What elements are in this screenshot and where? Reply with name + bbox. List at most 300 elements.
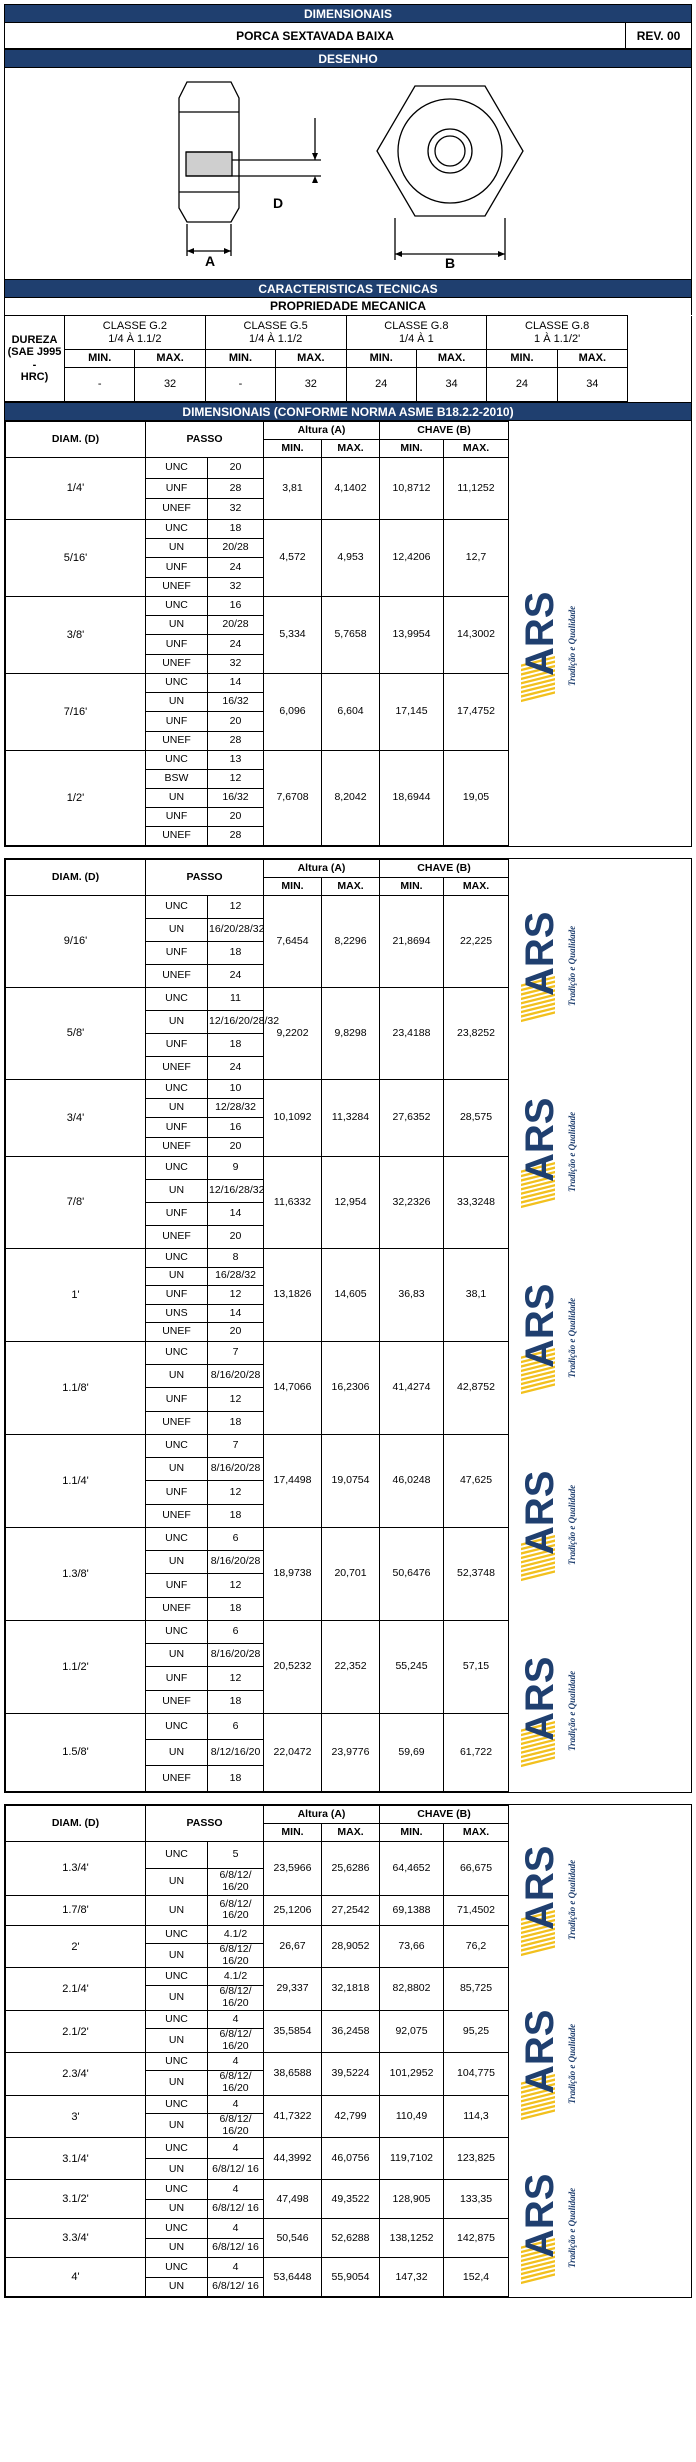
thread-pitch: 4: [208, 2053, 264, 2071]
wrench-min: 17,145: [380, 673, 444, 750]
wrench-min: 12,4206: [380, 519, 444, 596]
thread-pitch: 12: [208, 1388, 264, 1411]
wrench-min: 50,6476: [380, 1527, 444, 1620]
height-max: 16,2306: [322, 1341, 380, 1434]
thread-type: UNEF: [146, 1137, 208, 1156]
thread-pitch: 6/8/12/ 16: [208, 2199, 264, 2219]
min-label: MIN.: [346, 350, 416, 368]
thread-type: UNC: [146, 1434, 208, 1457]
mechanical-property-label: PROPRIEDADE MECANICA: [4, 298, 692, 315]
hardness-value: 24: [487, 368, 557, 402]
thread-type: UN: [146, 2199, 208, 2219]
thread-pitch: 24: [208, 964, 264, 987]
thread-type: UN: [146, 1644, 208, 1667]
wrench-max: 66,675: [444, 1841, 509, 1895]
wrench-min: 147,32: [380, 2258, 444, 2297]
ars-logo: [515, 1437, 595, 1587]
thread-pitch: 6: [208, 1620, 264, 1643]
logo-tagline: Tradição e Qualidade: [567, 1671, 578, 1752]
wrench-max: 123,825: [444, 2138, 509, 2180]
height-min: 47,498: [264, 2180, 322, 2219]
height-max: 32,1818: [322, 1968, 380, 2011]
thread-type: UNC: [146, 1527, 208, 1550]
height-max: 5,7658: [322, 596, 380, 673]
wrench-max: 52,3748: [444, 1527, 509, 1620]
thread-pitch: 12: [208, 895, 264, 918]
thread-type: UNEF: [146, 1765, 208, 1791]
thread-pitch: 14: [208, 673, 264, 692]
thread-type: UNF: [146, 1481, 208, 1504]
thread-type: UNF: [146, 1202, 208, 1225]
thread-type: UN: [146, 2277, 208, 2297]
thread-type: UNEF: [146, 731, 208, 750]
diam-header: DIAM. (D): [6, 859, 146, 895]
thread-type: UNF: [146, 1388, 208, 1411]
wrench-max: 76,2: [444, 1925, 509, 1968]
ars-logo: [515, 1064, 595, 1214]
thread-type: UNEF: [146, 654, 208, 673]
thread-pitch: 6/8/12/ 16/20: [208, 2113, 264, 2138]
thread-pitch: 4: [208, 2219, 264, 2239]
product-title-row: [4, 23, 692, 49]
wrench-min: 46,0248: [380, 1434, 444, 1527]
diameter-cell: 1': [6, 1248, 146, 1341]
class-header: CLASSE G.5 1/4 À 1.1/2: [205, 316, 346, 350]
max-label: MAX.: [276, 350, 346, 368]
thread-pitch: 12: [208, 1667, 264, 1690]
thread-pitch: 16: [208, 1118, 264, 1137]
height-max: 49,3522: [322, 2180, 380, 2219]
max-header: MAX.: [322, 1823, 380, 1841]
thread-pitch: 20: [208, 1323, 264, 1342]
wrench-max: 61,722: [444, 1713, 509, 1791]
height-min: 41,7322: [264, 2095, 322, 2138]
thread-pitch: 7: [208, 1341, 264, 1364]
thread-pitch: 20: [208, 1137, 264, 1156]
thread-pitch: 14: [208, 1202, 264, 1225]
diameter-cell: 2.3/4': [6, 2053, 146, 2096]
thread-pitch: 6/8/12/ 16/20: [208, 1986, 264, 2011]
thread-type: UNF: [146, 712, 208, 731]
thread-type: UNC: [146, 2095, 208, 2113]
thread-pitch: 6/8/12/ 16/20: [208, 2028, 264, 2053]
ars-logo-mark: [515, 1250, 595, 1400]
height-min: 44,3992: [264, 2138, 322, 2180]
thread-pitch: 13: [208, 750, 264, 769]
thread-type: UNC: [146, 2180, 208, 2200]
thread-pitch: 10: [208, 1079, 264, 1098]
height-min: 11,6332: [264, 1156, 322, 1248]
wrench-max: 142,875: [444, 2219, 509, 2258]
logo-tagline: Tradição e Qualidade: [567, 1298, 578, 1379]
height-max: 19,0754: [322, 1434, 380, 1527]
thread-type: UNC: [146, 2138, 208, 2159]
hardness-value: 24: [346, 368, 416, 402]
thread-type: UNC: [146, 458, 208, 479]
thread-type: UN: [146, 1895, 208, 1925]
thread-type: UNF: [146, 1118, 208, 1137]
thread-type: UNF: [146, 807, 208, 826]
thread-pitch: 28: [208, 731, 264, 750]
thread-type: BSW: [146, 769, 208, 788]
height-min: 29,337: [264, 1968, 322, 2011]
thread-type: UNEF: [146, 577, 208, 596]
max-header: MAX.: [322, 440, 380, 458]
wrench-min: 138,1252: [380, 2219, 444, 2258]
thread-pitch: 24: [208, 558, 264, 577]
thread-pitch: 4: [208, 2010, 264, 2028]
diameter-cell: 3': [6, 2095, 146, 2138]
logo-text: ARS: [518, 592, 563, 677]
thread-pitch: 4.1/2: [208, 1925, 264, 1943]
height-min: 9,2202: [264, 987, 322, 1079]
height-min: 7,6708: [264, 750, 322, 845]
diameter-cell: 5/16': [6, 519, 146, 596]
height-min: 6,096: [264, 673, 322, 750]
max-label: MAX.: [416, 350, 486, 368]
wrench-max: 22,225: [444, 895, 509, 987]
diam-header: DIAM. (D): [6, 1805, 146, 1841]
thread-pitch: 20: [208, 807, 264, 826]
ars-logo-mark: [515, 1976, 595, 2126]
ars-logo-mark: [515, 1812, 595, 1962]
thread-pitch: 32: [208, 654, 264, 673]
chave-header: CHAVE (B): [380, 422, 509, 440]
thread-type: UNC: [146, 1620, 208, 1643]
thread-pitch: 18: [208, 1765, 264, 1791]
logo-text: ARS: [518, 1656, 563, 1742]
diameter-cell: 2.1/4': [6, 1968, 146, 2011]
diameter-cell: 3/4': [6, 1079, 146, 1156]
thread-pitch: 6/8/12/ 16: [208, 2238, 264, 2258]
thread-pitch: 32: [208, 577, 264, 596]
thread-pitch: 8/16/20/28: [208, 1365, 264, 1388]
wrench-max: 85,725: [444, 1968, 509, 2011]
datasheet: [4, 4, 692, 2298]
wrench-min: 23,4188: [380, 987, 444, 1079]
height-min: 7,6454: [264, 895, 322, 987]
thread-type: UN: [146, 788, 208, 807]
height-max: 9,8298: [322, 987, 380, 1079]
thread-type: UNEF: [146, 1690, 208, 1713]
thread-pitch: 7: [208, 1434, 264, 1457]
height-min: 10,1092: [264, 1079, 322, 1156]
thread-pitch: 12/16/20/28/32: [208, 1010, 264, 1033]
thread-pitch: 8/16/20/28: [208, 1644, 264, 1667]
max-label: MAX.: [557, 350, 627, 368]
dureza-label: DUREZA: [11, 333, 58, 346]
thread-pitch: 12/28/32: [208, 1099, 264, 1118]
thread-type: UNEF: [146, 964, 208, 987]
height-min: 13,1826: [264, 1248, 322, 1341]
thread-pitch: 6/8/12/ 16/20: [208, 2071, 264, 2096]
ars-logo: [515, 1976, 595, 2126]
class-header: CLASSE G.2 1/4 À 1.1/2: [65, 316, 206, 350]
wrench-max: 47,625: [444, 1434, 509, 1527]
wrench-max: 38,1: [444, 1248, 509, 1341]
thread-type: UNEF: [146, 1411, 208, 1434]
thread-pitch: 4: [208, 2095, 264, 2113]
min-header: MIN.: [264, 1823, 322, 1841]
passo-header: PASSO: [146, 422, 264, 458]
wrench-max: 23,8252: [444, 987, 509, 1079]
diameter-cell: 1.1/8': [6, 1341, 146, 1434]
thread-type: UNEF: [146, 1597, 208, 1620]
height-max: 28,9052: [322, 1925, 380, 1968]
thread-type: UN: [146, 2071, 208, 2096]
wrench-max: 19,05: [444, 750, 509, 845]
wrench-min: 36,83: [380, 1248, 444, 1341]
logo-column: [509, 422, 691, 846]
diameter-cell: 2.1/2': [6, 2010, 146, 2053]
thread-type: UNC: [146, 519, 208, 538]
thread-type: UNC: [146, 1925, 208, 1943]
height-max: 25,6286: [322, 1841, 380, 1895]
diameter-cell: 2': [6, 1925, 146, 1968]
diameter-cell: 4': [6, 2258, 146, 2297]
thread-pitch: 4: [208, 2138, 264, 2159]
thread-type: UNEF: [146, 1504, 208, 1527]
thread-type: UNEF: [146, 826, 208, 845]
thread-pitch: 4: [208, 2258, 264, 2278]
height-min: 18,9738: [264, 1527, 322, 1620]
wrench-max: 11,1252: [444, 458, 509, 520]
thread-pitch: 6/8/12/ 16/20: [208, 1943, 264, 1968]
thread-type: UNF: [146, 478, 208, 499]
chave-header: CHAVE (B): [380, 1805, 509, 1823]
height-min: 50,546: [264, 2219, 322, 2258]
ars-logo-mark: [515, 878, 595, 1028]
thread-pitch: 6: [208, 1713, 264, 1739]
empty-cell: [628, 316, 692, 402]
diameter-cell: 1.1/2': [6, 1620, 146, 1713]
height-min: 5,334: [264, 596, 322, 673]
thread-type: UNC: [146, 673, 208, 692]
diameter-cell: 3/8': [6, 596, 146, 673]
wrench-min: 32,2326: [380, 1156, 444, 1248]
thread-pitch: 18: [208, 1597, 264, 1620]
wrench-max: 42,8752: [444, 1341, 509, 1434]
thread-type: UNF: [146, 1033, 208, 1056]
logo-tagline: Tradição e Qualidade: [567, 925, 578, 1006]
thread-type: UN: [146, 1739, 208, 1765]
thread-type: UNC: [146, 895, 208, 918]
thread-pitch: 28: [208, 478, 264, 499]
diameter-cell: 1.5/8': [6, 1713, 146, 1791]
diameter-cell: 1/4': [6, 458, 146, 520]
thread-type: UN: [146, 1099, 208, 1118]
product-name: PORCA SEXTAVADA BAIXA: [236, 28, 394, 43]
thread-pitch: 6/8/12/ 16/20: [208, 1895, 264, 1925]
wrench-min: 128,905: [380, 2180, 444, 2219]
height-max: 4,953: [322, 519, 380, 596]
passo-header: PASSO: [146, 859, 264, 895]
technical-drawing: [4, 68, 692, 279]
thread-pitch: 12: [208, 1286, 264, 1305]
thread-pitch: 11: [208, 987, 264, 1010]
thread-type: UN: [146, 1986, 208, 2011]
thread-pitch: 16/20/28/32: [208, 918, 264, 941]
ars-logo-mark: [515, 558, 595, 708]
thread-pitch: 12: [208, 769, 264, 788]
thread-type: UNC: [146, 750, 208, 769]
thread-type: UN: [146, 2238, 208, 2258]
thread-type: UN: [146, 2028, 208, 2053]
thread-type: UN: [146, 693, 208, 712]
thread-pitch: 5: [208, 1841, 264, 1868]
thread-type: UNC: [146, 987, 208, 1010]
hex-nut-drawing: [5, 68, 691, 279]
logo-text: ARS: [518, 1845, 563, 1931]
diameter-cell: 7/16': [6, 673, 146, 750]
logo-tagline: Tradição e Qualidade: [567, 2024, 578, 2105]
thread-pitch: 18: [208, 1690, 264, 1713]
thread-pitch: 18: [208, 941, 264, 964]
dimension-a-label: A: [205, 253, 216, 269]
dureza-standard: (SAE J995 -: [7, 346, 62, 371]
min-header: MIN.: [380, 440, 444, 458]
height-min: 23,5966: [264, 1841, 322, 1895]
thread-pitch: 24: [208, 635, 264, 654]
thread-pitch: 18: [208, 1033, 264, 1056]
wrench-max: 104,775: [444, 2053, 509, 2096]
max-header: MAX.: [444, 440, 509, 458]
thread-type: UNEF: [146, 1323, 208, 1342]
thread-type: UNF: [146, 1667, 208, 1690]
height-max: 39,5224: [322, 2053, 380, 2096]
thread-type: UNC: [146, 1156, 208, 1179]
wrench-max: 28,575: [444, 1079, 509, 1156]
wrench-max: 152,4: [444, 2258, 509, 2297]
thread-type: UNF: [146, 941, 208, 964]
thread-pitch: 28: [208, 826, 264, 845]
thread-type: UNEF: [146, 1056, 208, 1079]
thread-type: UNS: [146, 1304, 208, 1323]
thread-pitch: 4: [208, 2180, 264, 2200]
thread-type: UN: [146, 539, 208, 558]
height-min: 53,6448: [264, 2258, 322, 2297]
thread-type: UNF: [146, 1286, 208, 1305]
thread-type: UN: [146, 1551, 208, 1574]
thread-type: UNC: [146, 1079, 208, 1098]
dimension-table: [5, 859, 691, 1792]
logo-tagline: Tradição e Qualidade: [567, 1111, 578, 1193]
max-header: MAX.: [444, 877, 509, 895]
ars-logo: [515, 1250, 595, 1400]
dimension-section: [4, 1804, 692, 2299]
wrench-max: 12,7: [444, 519, 509, 596]
thread-pitch: 12/16/28/32: [208, 1179, 264, 1202]
logo-column: [509, 1805, 691, 2297]
height-max: 46,0756: [322, 2138, 380, 2180]
thread-type: UN: [146, 616, 208, 635]
logo-text: ARS: [518, 1284, 563, 1369]
min-header: MIN.: [380, 877, 444, 895]
min-label: MIN.: [487, 350, 557, 368]
thread-pitch: 32: [208, 499, 264, 520]
hardness-value: 34: [416, 368, 486, 402]
diameter-cell: 1.1/4': [6, 1434, 146, 1527]
height-min: 14,7066: [264, 1341, 322, 1434]
height-min: 4,572: [264, 519, 322, 596]
altura-header: Altura (A): [264, 859, 380, 877]
height-max: 52,6288: [322, 2219, 380, 2258]
thread-pitch: 20: [208, 458, 264, 479]
revision-label: REV. 00: [625, 23, 691, 48]
logo-tagline: Tradição e Qualidade: [567, 2187, 578, 2269]
wrench-min: 27,6352: [380, 1079, 444, 1156]
thread-type: UNF: [146, 1574, 208, 1597]
diameter-cell: 3.1/2': [6, 2180, 146, 2219]
ars-logo: [515, 558, 595, 708]
height-max: 22,352: [322, 1620, 380, 1713]
wrench-min: 119,7102: [380, 2138, 444, 2180]
thread-type: UNF: [146, 635, 208, 654]
height-max: 14,605: [322, 1248, 380, 1341]
logo-tagline: Tradição e Qualidade: [567, 606, 578, 687]
thread-type: UNC: [146, 1968, 208, 1986]
height-max: 42,799: [322, 2095, 380, 2138]
dureza-label-cell: [5, 316, 65, 402]
altura-header: Altura (A): [264, 422, 380, 440]
thread-pitch: 18: [208, 1504, 264, 1527]
thread-pitch: 9: [208, 1156, 264, 1179]
wrench-min: 21,8694: [380, 895, 444, 987]
passo-header: PASSO: [146, 1805, 264, 1841]
class-header: CLASSE G.8 1/4 À 1: [346, 316, 487, 350]
class-header: CLASSE G.8 1 À 1.1/2': [487, 316, 628, 350]
height-min: 3,81: [264, 458, 322, 520]
thread-type: UNEF: [146, 1225, 208, 1248]
thread-type: UNC: [146, 2258, 208, 2278]
diameter-cell: 5/8': [6, 987, 146, 1079]
diameter-cell: 3.1/4': [6, 2138, 146, 2180]
logo-text: ARS: [518, 911, 563, 996]
wrench-min: 82,8802: [380, 1968, 444, 2011]
thread-pitch: 14: [208, 1304, 264, 1323]
thread-pitch: 6/8/12/ 16/20: [208, 1868, 264, 1895]
diam-header: DIAM. (D): [6, 422, 146, 458]
min-header: MIN.: [264, 440, 322, 458]
logo-column: [509, 859, 691, 1791]
thread-type: UNEF: [146, 499, 208, 520]
thread-type: UN: [146, 2113, 208, 2138]
wrench-min: 69,1388: [380, 1895, 444, 1925]
thread-pitch: 4.1/2: [208, 1968, 264, 1986]
ars-logo-mark: [515, 1437, 595, 1587]
wrench-max: 114,3: [444, 2095, 509, 2138]
max-header: MAX.: [444, 1823, 509, 1841]
thread-pitch: 6: [208, 1527, 264, 1550]
height-max: 6,604: [322, 673, 380, 750]
wrench-max: 71,4502: [444, 1895, 509, 1925]
characteristics-bar: CARACTERISTICAS TECNICAS: [4, 279, 692, 298]
ars-logo-mark: [515, 1623, 595, 1773]
thread-pitch: 20: [208, 712, 264, 731]
logo-text: ARS: [518, 1097, 563, 1183]
dureza-unit: HRC): [20, 370, 49, 383]
hardness-value: 32: [135, 368, 205, 402]
thread-pitch: 16/28/32: [208, 1267, 264, 1286]
height-max: 27,2542: [322, 1895, 380, 1925]
height-max: 55,9054: [322, 2258, 380, 2297]
wrench-min: 101,2952: [380, 2053, 444, 2096]
height-min: 26,67: [264, 1925, 322, 1968]
thread-pitch: 12: [208, 1481, 264, 1504]
wrench-max: 95,25: [444, 2010, 509, 2053]
height-max: 8,2042: [322, 750, 380, 845]
wrench-max: 57,15: [444, 1620, 509, 1713]
